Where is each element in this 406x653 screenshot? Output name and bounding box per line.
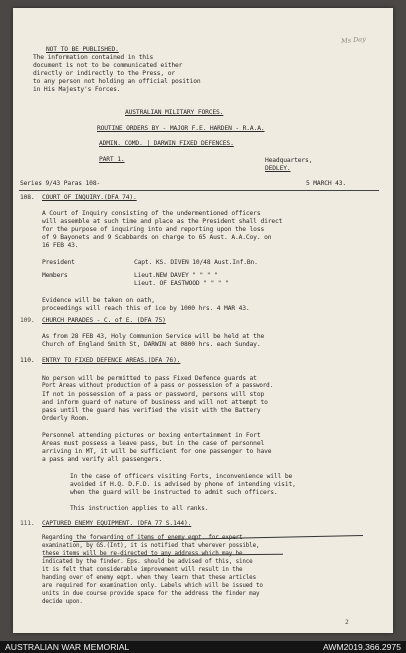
para-text-line: If not in possession of a pass or password, persons will stop bbox=[42, 391, 265, 398]
para-text-line: pass until the guard has verified the visit with the Battery bbox=[42, 407, 261, 414]
para-text-line: Church of England Smith St, DARWIN at 0800 hrs. each Sunday. bbox=[42, 341, 261, 348]
para-text-line: avoided if H.Q. D.F.D. is advised by phone of intending visit, bbox=[70, 481, 296, 488]
para-text-line: when the guard will be instructed to admit such officers. bbox=[70, 489, 278, 496]
notice-heading: NOT TO BE PUBLISHED. bbox=[46, 46, 119, 53]
page-mark: 2 bbox=[345, 619, 349, 626]
para-text-line: arriving in MT, it will be sufficient for one passenger to have bbox=[42, 448, 272, 455]
member-name: Lieut. OF EASTWOOD " " " " bbox=[134, 280, 229, 287]
part-label: PART 1. bbox=[99, 156, 125, 163]
para-text-line: a pass and verify all passengers. bbox=[42, 456, 163, 463]
para-text-line: units in due course provide space for the address the finder may bbox=[42, 591, 260, 597]
para-title: ENTRY TO FIXED DEFENCE AREAS.(DFA 76). bbox=[42, 357, 181, 364]
para-text-line: A Court of Inquiry consisting of the undermentioned officers bbox=[42, 210, 261, 217]
para-text-line: Personnel attending pictures or boxing entertainment in Fort bbox=[42, 432, 261, 439]
para-text-line: Evidence will be taken on oath, bbox=[42, 297, 155, 304]
para-title: CHURCH PARADES - C. of E. (DFA 75) bbox=[42, 317, 166, 324]
hq-place: DEDLEY. bbox=[265, 165, 291, 172]
para-number: 111. bbox=[20, 520, 35, 527]
para-text-line: for the purpose of inquiring into and reporting upon the loss bbox=[42, 226, 265, 233]
para-text-line: proceedings will reach this of ice by 1000 hrs. 4 MAR 43. bbox=[42, 305, 250, 312]
member-name: Lieut.NEW DAVEY " " " " bbox=[134, 272, 218, 279]
para-text-line: Orderly Room. bbox=[42, 415, 90, 422]
para-title: COURT OF INQUIRY.(DFA 74). bbox=[42, 194, 137, 201]
hq-line: Headquarters, bbox=[265, 157, 313, 164]
para-text-line: Regarding the forwarding of items of enemy eqpt. for expert bbox=[42, 535, 243, 541]
notice-line: in His Majesty's Forces. bbox=[33, 86, 121, 93]
para-text-line: As from 28 FEB 43, Holy Communion Service will be held at the bbox=[42, 333, 265, 340]
members-label: Members bbox=[42, 272, 68, 279]
para-text-line: No person will be permitted to pass Fixed Defence guards at bbox=[42, 375, 257, 382]
para-number: 108. bbox=[20, 194, 35, 201]
president-name: Capt. KS. DIVEN 10/48 Aust.Inf.Bn. bbox=[134, 259, 258, 266]
footer-bar bbox=[0, 641, 406, 653]
order-date: 5 MARCH 43. bbox=[306, 180, 347, 187]
series-line: Series 9/43 Paras 108- bbox=[20, 180, 101, 187]
para-text-line: are required for examination only. Labels which will be issued to bbox=[42, 583, 263, 589]
para-number: 110. bbox=[20, 357, 35, 364]
header-rule bbox=[19, 190, 379, 191]
para-text-line: these items will be re-directed to any address which may be bbox=[42, 551, 243, 557]
document-page bbox=[13, 8, 393, 633]
para-text-line: Areas must possess a leave pass, but in the case of personnel bbox=[42, 440, 265, 447]
para-text-line: This instruction applies to all ranks. bbox=[70, 505, 209, 512]
notice-line: to any person not holding an official position bbox=[33, 78, 201, 85]
handwritten-note: Ms Day bbox=[340, 34, 367, 46]
para-title: CAPTURED ENEMY EQUIPMENT. (DFA 77 S.144). bbox=[42, 520, 192, 527]
para-text-line: it is felt that considerable improvement will result in the bbox=[42, 567, 243, 573]
para-text-line: and inform guard of nature of business and will not attempt to bbox=[42, 399, 268, 406]
orders-title: ROUTINE ORDERS BY - MAJOR F.E. HARDEN - R.A.A. bbox=[97, 125, 265, 132]
force-title: AUSTRALIAN MILITARY FORCES. bbox=[125, 109, 224, 116]
para-text-line: decide upon. bbox=[42, 599, 83, 605]
footer-institution: AUSTRALIAN WAR MEMORIAL bbox=[5, 642, 130, 652]
command-title: ADMIN. COMD. | DARWIN FIXED DEFENCES. bbox=[99, 140, 234, 147]
para-text-line: handing over of enemy eqpt. when they learn that these articles bbox=[42, 575, 256, 581]
para-text-line: of 9 Bayonets and 9 Scabbards on charge to 65 Aust. A.A.Coy. on bbox=[42, 234, 272, 241]
notice-line: directly or indirectly to the Press, or bbox=[33, 70, 176, 77]
para-number: 109. bbox=[20, 317, 35, 324]
notice-line: The information contained in this bbox=[33, 54, 154, 61]
para-text-line: In the case of officers visiting Forts, inconvenience will be bbox=[70, 473, 293, 480]
para-text-line: 16 FEB 43. bbox=[42, 242, 79, 249]
footer-accession-number: AWM2019.366.2975 bbox=[322, 642, 401, 652]
para-text-line: will assemble at such time and place as the President shall direct bbox=[42, 218, 283, 225]
president-label: President bbox=[42, 259, 75, 266]
notice-line: document is not to be communicated either bbox=[33, 62, 183, 69]
para-text-line: Port Areas without production of a pass or possession of a password. bbox=[42, 383, 273, 389]
para-text-line: examination, by GS.(Int), it is notified that wherever possible, bbox=[42, 543, 260, 549]
para-text-line: indicated by the finder. Eps. should be advised of this, since bbox=[42, 559, 253, 565]
